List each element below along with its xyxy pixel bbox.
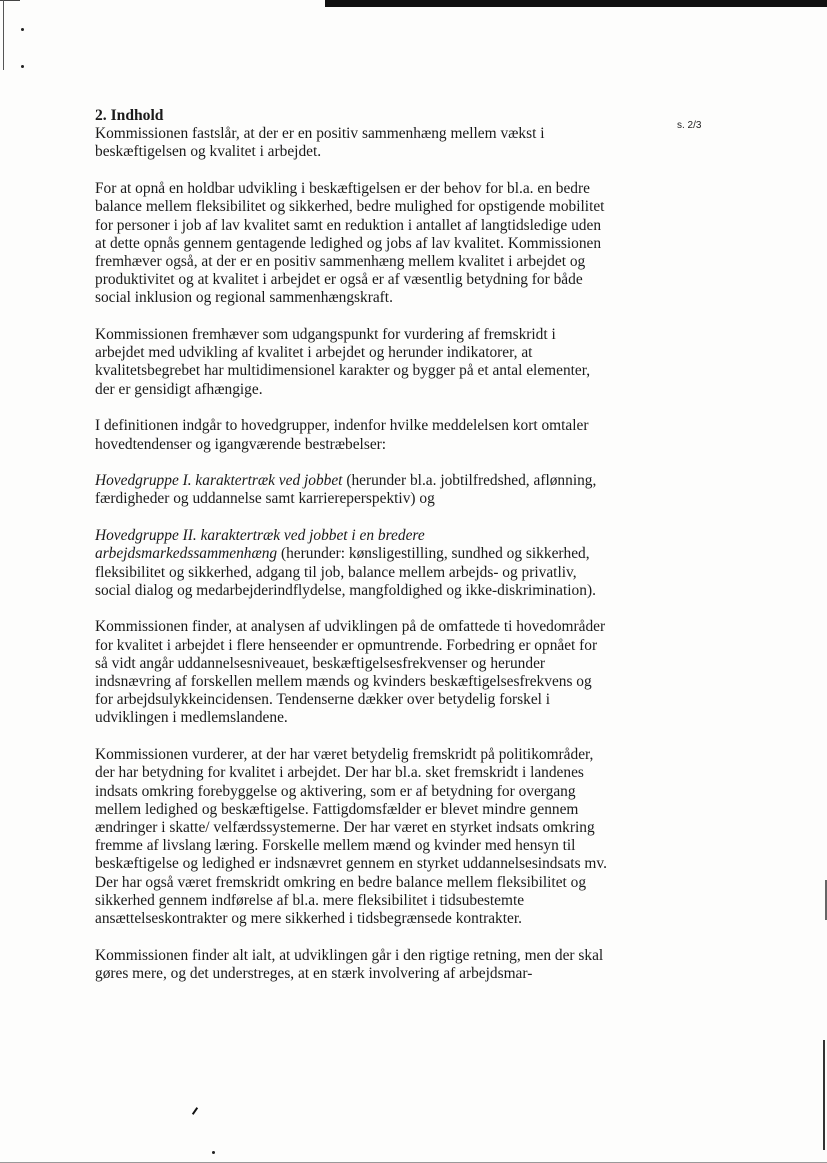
scan-top-bar [325,0,827,7]
document-body [95,107,609,1002]
paragraph: Kommissionen fremhæver som udgangspunkt for vurdering af fremskridt i arbejdet med udvikling af kvalitet i arbejdet og herunder indikatorer, at kvalitetsbegrebet har multidimensionel karakter og bygger på et antal elementer, der er gensidigt afhængige. [95,326,591,398]
paragraph: Kommissionen vurderer, at der har været betydelig fremskridt på politikområder, der har betydning for kvalitet i arbejdet. Der har bl.a. sket fremskridt i landenes indsats omkring forebyggelse og aktivering, som er af betydning for overgang mellem ledighed og beskæftigelse. Fattigdomsfælder er blevet mindre gennem ændringer i skatte/ velfærdssystemerne. Der har været en styrket indsats omkring fremme af livslang læring. Forskelle mellem mænd og kvinder med hensyn til beskæftigelse og ledighed er indsnævret gennem en styrket uddannelsesindsats mv. Der har også været fremskridt omkring en bedre balance mellem fleksibilitet og sikkerhed gennem indførelse af bl.a. mere fleksibilitet i tidsubestemte ansættelseskontrakter og mere sikkerhed i tidsbegrænsede kontrakter. [95,746,607,928]
paragraph-group-1 [95,472,609,508]
paragraph: For at opnå en holdbar udvikling i beskæftigelsen er der behov for bl.a. en bedre balance mellem fleksibilitet og sikkerhed, bedre mulighed for opstigende mobilitet for personer i job af lav kvalitet samt en reduktion i antallet af langtidsledige uden at dette opnås gennem gentagende ledighed og jobs af lav kvalitet. Kommissionen fremhæver også, at der er en positiv sammenhæng mellem kvalitet i arbejdet og produktivitet og at kvalitet i arbejdet er også er af væsentlig betydning for både social inklusion og regional sammenhængskraft. [95,180,605,307]
paragraph: I definitionen indgår to hovedgrupper, indenfor hvilke meddelelsen kort omtaler hovedtendenser og igangværende bestræbelser: [95,417,589,453]
scan-dot [21,28,24,31]
paragraph: Kommissionen finder, at analysen af udviklingen på de omfattede ti hovedområder for kvalitet i arbejdet i flere henseender er opmuntrende. Forbedring er opnået for så vidt angår uddannelsesniveauet, beskæftigelsesfrekvenser og herunder indsnævring af forskellen mellem mænds og kvinders beskæftigelsesfrekvens og for arbejdsulykkeincidensen. Tendenserne dækker over betydelig forskel i udviklingen i medlemslandene. [95,618,606,727]
page-number: s. 2/3 [677,120,702,131]
scan-right-edge [823,1040,825,1150]
group-1-text: (herunder bl.a. jobtilfredshed, aflønning, færdigheder og uddannelse samt karriereperspektiv) og [95,472,597,508]
paragraph-group-2 [95,527,609,600]
scan-dot [212,1151,215,1154]
group-1-title: Hovedgruppe I. karaktertræk ved jobbet [95,472,343,490]
scan-dot [21,65,24,68]
group-2-text: (herunder: kønsligestilling, sundhed og sikkerhed, fleksibilitet og sikkerhed, adgang til job, balance mellem arbejds- og privatliv, social dialog og medarbejderindflydelse, mangfoldighed og ikke-diskrimination). [95,545,596,599]
section-heading: 2. Indhold [95,107,164,124]
scan-left-edge [3,0,4,70]
group-2-title: Hovedgruppe II. karaktertræk ved jobbet i en bredere arbejdsmarkedssammenhæng [95,527,425,563]
pen-mark [192,1107,198,1115]
paragraph: Kommissionen fastslår, at der er en positiv sammenhæng mellem vækst i beskæftigelsen og kvalitet i arbejdet. [95,125,545,161]
paragraph: Kommissionen finder alt ialt, at udviklingen går i den rigtige retning, men der skal gøres mere, og det understreges, at en stærk involvering af arbejdsmar- [95,946,604,982]
